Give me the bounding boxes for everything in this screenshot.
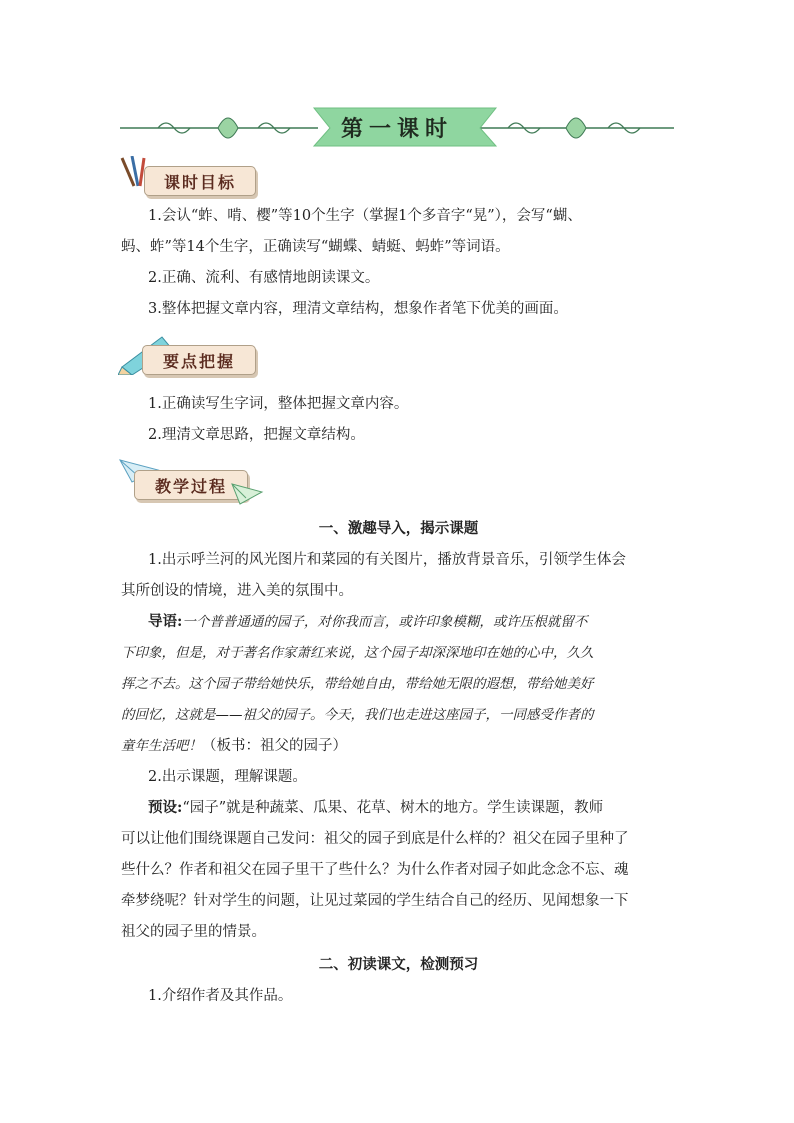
guide-text: 的回忆，这就是——祖父的园子。今天，我们也走进这座园子，一同感受作者的 xyxy=(121,707,594,723)
paragraph-line: 其所创设的情境，进入美的氛围中。 xyxy=(121,583,353,599)
preset-text: 可以让他们围绕课题自己发问：祖父的园子到底是什么样的？祖父在园子里种了 xyxy=(121,831,629,847)
process-badge xyxy=(118,470,268,502)
paragraph-line: 1.出示呼兰河的风光图片和菜园的有关图片，播放背景音乐，引领学生体会 xyxy=(148,552,626,568)
guide-line xyxy=(121,736,676,756)
banner-title: 第一课时 xyxy=(340,117,453,142)
paragraph-line: 1.介绍作者及其作品。 xyxy=(148,988,293,1004)
badge-label: 教学过程 xyxy=(154,477,227,496)
guide-text: 下印象，但是，对于著名作家萧红来说，这个园子却深深地印在她的心中，久久 xyxy=(121,645,594,661)
badge-box xyxy=(144,166,256,196)
preset-text: 祖父的园子里的情景。 xyxy=(121,924,266,940)
paragraph-line: 2.出示课题，理解课题。 xyxy=(148,769,307,785)
section-heading: 二、初读课文，检测预习 xyxy=(318,956,479,973)
lesson-banner xyxy=(118,104,676,150)
preset-text: 牵梦绕呢？针对学生的问题，让见过菜园的学生结合自己的经历、见闻想象一下 xyxy=(121,893,629,909)
badge-box xyxy=(142,345,256,375)
preset-text: 些什么？作者和祖父在园子里干了些什么？为什么作者对园子如此念念不忘、魂 xyxy=(121,862,629,878)
preset-line xyxy=(148,798,676,818)
badge-label: 要点把握 xyxy=(162,352,235,371)
keypoint-line: 2.理清文章思路，把握文章结构。 xyxy=(148,427,365,443)
keypoints-badge xyxy=(118,345,258,377)
guide-text: 童年生活吧！ xyxy=(121,738,202,754)
board-note: （板书：祖父的园子） xyxy=(202,738,347,754)
keypoint-line: 1.正确读写生字词，整体把握文章内容。 xyxy=(148,396,409,412)
guide-text: 挥之不去。这个园子带给她快乐，带给她自由，带给她无限的遐想，带给她美好 xyxy=(121,676,594,692)
objective-line: 蚂、蚱”等14个生字，正确读写“蝴蝶、蜻蜓、蚂蚱”等词语。 xyxy=(121,239,510,255)
section-heading: 一、激趣导入，揭示课题 xyxy=(318,520,479,537)
guide-label: 导语: xyxy=(148,613,183,630)
badge-label: 课时目标 xyxy=(163,173,236,192)
guide-line xyxy=(148,612,676,632)
paper-plane-icon xyxy=(230,480,264,508)
objective-line: 3.整体把握文章内容，理清文章结构，想象作者笔下优美的画面。 xyxy=(148,301,568,317)
preset-text: “园子”就是种蔬菜、瓜果、花草、树木的地方。学生读课题，教师 xyxy=(182,800,604,816)
objective-line: 2.正确、流利、有感情地朗读课文。 xyxy=(148,270,380,286)
preset-label: 预设: xyxy=(148,799,183,816)
objective-line: 1.会认“蚱、啃、樱”等10个生字（掌握1个多音字“晃”），会写“蝴、 xyxy=(148,208,582,224)
guide-text: 一个普普通通的园子，对你我而言，或许印象模糊，或许压根就留不 xyxy=(182,614,588,630)
objectives-badge xyxy=(118,166,258,198)
